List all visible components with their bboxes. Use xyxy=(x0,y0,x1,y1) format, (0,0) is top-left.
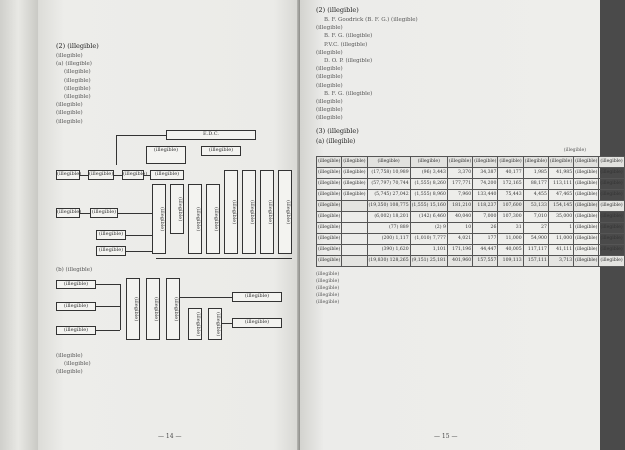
right-text-line: (illegible) xyxy=(316,82,343,89)
flow-box-vertical: (illegible) xyxy=(206,184,220,254)
table-cell: 11,000 xyxy=(548,233,573,244)
right-section-title: (3) (illegible) xyxy=(316,126,359,135)
flow-box: (illegible) xyxy=(201,146,241,156)
table-cell: (illegible) xyxy=(599,244,624,255)
right-text-line: (illegible) xyxy=(316,74,343,81)
table-note: (illegible) xyxy=(316,278,340,284)
table-cell: (illegible) xyxy=(317,189,342,200)
table-cell: (142) 6,460 xyxy=(410,211,447,222)
table-row xyxy=(317,178,625,189)
table-cell: (9,151) 25,181 xyxy=(410,255,447,266)
table-cell: (17,758) 10,989 xyxy=(367,167,410,178)
flow-box-vertical: (illegible) xyxy=(166,278,180,340)
flow-box: (illegible) xyxy=(56,208,80,218)
flow-box-vertical: (illegible) xyxy=(188,184,202,254)
table-cell: (2) 9 xyxy=(410,222,447,233)
flow-box-vertical: (illegible) xyxy=(170,184,184,234)
table-cell: (illegible) xyxy=(342,189,367,200)
table-cell: (illegible) xyxy=(574,222,599,233)
table-cell xyxy=(342,244,367,255)
table-cell: 118,237 xyxy=(473,200,498,211)
table-header-cell: (illegible) xyxy=(342,156,367,167)
table-note: (illegible) xyxy=(316,271,340,277)
flow-box-vertical: (illegible) xyxy=(152,184,166,254)
table-header-cell: (illegible) xyxy=(548,156,573,167)
table-cell: 75,443 xyxy=(498,189,523,200)
table-row xyxy=(317,222,625,233)
table-cell: 11,000 xyxy=(498,233,523,244)
left-text-line: (illegible) xyxy=(56,102,83,109)
table-header-cell: (illegible) xyxy=(574,156,599,167)
table-cell: (illegible) xyxy=(599,211,624,222)
table-cell: (illegible) xyxy=(317,244,342,255)
table-cell: (illegible) xyxy=(574,200,599,211)
table-cell: (illegible) xyxy=(317,222,342,233)
table-header-cell: (illegible) xyxy=(523,156,548,167)
left-text-line: (illegible) xyxy=(56,110,83,117)
production-flowchart xyxy=(56,130,291,262)
table-cell: (illegible) xyxy=(317,167,342,178)
table-row xyxy=(317,189,625,200)
table-cell: 41,985 xyxy=(548,167,573,178)
flow-box: (illegible) xyxy=(150,170,184,180)
table-cell: (illegible) xyxy=(599,200,624,211)
table-cell: 177 xyxy=(473,233,498,244)
table-cell: (illegible) xyxy=(574,244,599,255)
table-cell: (illegible) xyxy=(599,178,624,189)
table-cell: 40,177 xyxy=(498,167,523,178)
flow-box-vertical: (illegible) xyxy=(146,278,160,340)
table-note: (illegible) xyxy=(316,299,340,305)
table-cell: 181,210 xyxy=(447,200,472,211)
flow-box-vertical: (illegible) xyxy=(242,170,256,254)
table-cell xyxy=(342,255,367,266)
table-cell: 1,985 xyxy=(523,167,548,178)
left-text-line: (illegible) xyxy=(64,85,91,92)
table-cell: (illegible) xyxy=(342,167,367,178)
table-cell: (1,555) 8,260 xyxy=(410,178,447,189)
table-cell: (57,797) 70,744 xyxy=(367,178,410,189)
right-text-line: B. F. Goodrick (B. F. G.) (illegible) xyxy=(324,17,418,23)
table-cell: 4,021 xyxy=(447,233,472,244)
table-cell: (illegible) xyxy=(317,233,342,244)
table-cell: 171,196 xyxy=(447,244,472,255)
table-cell: 133,440 xyxy=(473,189,498,200)
table-row xyxy=(317,200,625,211)
table-header-cell: (illegible) xyxy=(498,156,523,167)
table-cell: 7,010 xyxy=(523,211,548,222)
table-cell: (illegible) xyxy=(317,255,342,266)
table-cell: 34,387 xyxy=(473,167,498,178)
right-text-line: (illegible) xyxy=(316,107,343,114)
right-text-line: B. F. G. (illegible) xyxy=(324,33,373,40)
table-cell: (illegible) xyxy=(599,167,624,178)
flow-box: (illegible) xyxy=(122,170,144,180)
table-header-cell: (illegible) xyxy=(367,156,410,167)
equipment-table xyxy=(316,156,625,267)
right-text-line: B. F. G. (illegible) xyxy=(324,90,373,97)
left-text-line: (illegible) xyxy=(64,361,91,368)
table-cell: (illegible) xyxy=(574,189,599,200)
flow-box: (illegible) xyxy=(56,326,96,335)
table-row xyxy=(317,244,625,255)
table-header-row xyxy=(317,156,625,167)
flow-box: (illegible) xyxy=(232,318,282,328)
table-cell: (390) 1,620 xyxy=(367,244,410,255)
table-cell xyxy=(342,222,367,233)
rubber-process-flowchart xyxy=(56,278,284,348)
table-cell: (illegible) xyxy=(574,178,599,189)
flow-box: (illegible) xyxy=(96,246,126,256)
table-cell: 4,455 xyxy=(523,189,548,200)
right-text-line: (illegible) xyxy=(316,99,343,106)
table-cell: (illegible) xyxy=(574,255,599,266)
table-cell: 41,111 xyxy=(548,244,573,255)
table-cell: (illegible) xyxy=(599,233,624,244)
table-cell: 154,145 xyxy=(548,200,573,211)
table-row xyxy=(317,233,625,244)
left-section-title: (2) (illegible) xyxy=(56,42,99,50)
table-cell: 109,113 xyxy=(498,255,523,266)
left-text-line: (a) (illegible) xyxy=(56,61,92,68)
table-cell: 107,600 xyxy=(498,200,523,211)
table-cell: (19,350) 108,775 xyxy=(367,200,410,211)
table-row xyxy=(317,167,625,178)
table-cell: (77) 889 xyxy=(367,222,410,233)
table-cell: (illegible) xyxy=(317,211,342,222)
right-page xyxy=(300,0,623,450)
table-cell: (1,555) 8,960 xyxy=(410,189,447,200)
table-cell: (illegible) xyxy=(574,211,599,222)
page-number-left: — 14 — xyxy=(158,433,182,440)
left-page xyxy=(38,0,300,450)
left-text-line: (illegible) xyxy=(56,353,83,360)
right-text-line: (illegible) xyxy=(316,66,343,73)
table-cell: 157,557 xyxy=(473,255,498,266)
table-unit: (illegible) xyxy=(563,147,586,153)
table-cell: (19,830) 128,265 xyxy=(367,255,410,266)
table-cell: 53,133 xyxy=(523,200,548,211)
table-cell: 1,101 xyxy=(410,244,447,255)
table-cell xyxy=(342,211,367,222)
table-cell: 107,300 xyxy=(498,211,523,222)
right-text-line: (illegible) xyxy=(316,115,343,122)
table-cell xyxy=(342,233,367,244)
table-note: (illegible) xyxy=(316,292,340,298)
flow-box: (illegible) xyxy=(56,170,80,180)
table-row xyxy=(317,211,625,222)
table-cell: 54,900 xyxy=(523,233,548,244)
left-text-line: (illegible) xyxy=(64,94,91,101)
flow-box-vertical: (illegible) xyxy=(260,170,274,254)
table-header-cell: (illegible) xyxy=(317,156,342,167)
table-cell: (1,555) 15,160 xyxy=(410,200,447,211)
table-header-cell: (illegible) xyxy=(410,156,447,167)
flow-box: (illegible) xyxy=(232,292,282,302)
table-cell: (illegible) xyxy=(599,255,624,266)
table-cell: (illegible) xyxy=(317,178,342,189)
table-cell: 7,000 xyxy=(473,211,498,222)
table-cell: 31 xyxy=(498,222,523,233)
flow-box: (illegible) xyxy=(56,280,96,289)
table-header-cell: (illegible) xyxy=(599,156,624,167)
table-cell: 74,200 xyxy=(473,178,498,189)
table-cell: 7,960 xyxy=(447,189,472,200)
table-cell: 44,447 xyxy=(473,244,498,255)
table-cell: 177,771 xyxy=(447,178,472,189)
table-header-cell: (illegible) xyxy=(473,156,498,167)
table-cell: 26 xyxy=(473,222,498,233)
table-cell: 40,040 xyxy=(447,211,472,222)
right-text-line: (illegible) xyxy=(316,25,343,32)
table-cell: 47,465 xyxy=(548,189,573,200)
flow-box-vertical: (illegible) xyxy=(224,170,238,254)
left-text-line: (illegible) xyxy=(64,77,91,84)
left-text-line: (illegible) xyxy=(56,53,83,59)
left-text-line: (illegible) xyxy=(64,69,91,76)
table-cell: (200) 1,117 xyxy=(367,233,410,244)
right-text-line: D. O. P. (illegible) xyxy=(324,58,373,65)
right-text-line: (illegible) xyxy=(316,49,343,56)
flow-box: (illegible) xyxy=(88,170,114,180)
table-cell: (6,002) 18,201 xyxy=(367,211,410,222)
left-text-line: (b) (illegible) xyxy=(56,266,93,273)
table-row xyxy=(317,255,625,266)
table-cell xyxy=(342,200,367,211)
table-cell: 27 xyxy=(523,222,548,233)
right-subsection-title: (a) (illegible) xyxy=(316,137,356,145)
table-cell: (5,745) 27,042 xyxy=(367,189,410,200)
page-number-right: — 15 — xyxy=(434,433,458,440)
flow-box-edc: E.D.C. xyxy=(166,130,256,140)
left-text-line: (illegible) xyxy=(56,369,83,376)
table-cell: (illegible) xyxy=(317,200,342,211)
flow-box-vertical: (illegible) xyxy=(188,308,202,340)
table-cell: 3,713 xyxy=(548,255,573,266)
flow-box: (illegible) xyxy=(56,302,96,311)
table-cell: 117,117 xyxy=(523,244,548,255)
table-cell: 88,177 xyxy=(523,178,548,189)
flow-box: (illegible) xyxy=(96,230,126,240)
table-cell: 10 xyxy=(447,222,472,233)
table-cell: (illegible) xyxy=(599,222,624,233)
left-text-line: (illegible) xyxy=(56,118,83,125)
flow-box: (illegible) xyxy=(90,208,118,218)
right-section-title: (2) (illegible) xyxy=(316,6,359,14)
flow-box-vertical: (illegible) xyxy=(208,308,222,340)
table-cell: 40,005 xyxy=(498,244,523,255)
table-cell: 35,000 xyxy=(548,211,573,222)
table-cell: 172,165 xyxy=(498,178,523,189)
table-cell: 113,111 xyxy=(548,178,573,189)
table-cell: 3,370 xyxy=(447,167,472,178)
table-cell: 1 xyxy=(548,222,573,233)
flow-box-vertical: (illegible) xyxy=(126,278,140,340)
table-cell: (illegible) xyxy=(599,189,624,200)
table-note: (illegible) xyxy=(316,285,340,291)
table-header-cell: (illegible) xyxy=(447,156,472,167)
table-cell: (illegible) xyxy=(574,233,599,244)
table-cell: 157,111 xyxy=(523,255,548,266)
flow-box: (illegible) xyxy=(146,146,186,164)
table-cell: (96) 3,443 xyxy=(410,167,447,178)
right-text-line: P.V.C. (illegible) xyxy=(324,41,368,48)
table-cell: (illegible) xyxy=(574,167,599,178)
table-cell: 401,960 xyxy=(447,255,472,266)
table-cell: (1,010) 7,777 xyxy=(410,233,447,244)
table-cell: (illegible) xyxy=(342,178,367,189)
flow-box-vertical: (illegible) xyxy=(278,170,292,254)
